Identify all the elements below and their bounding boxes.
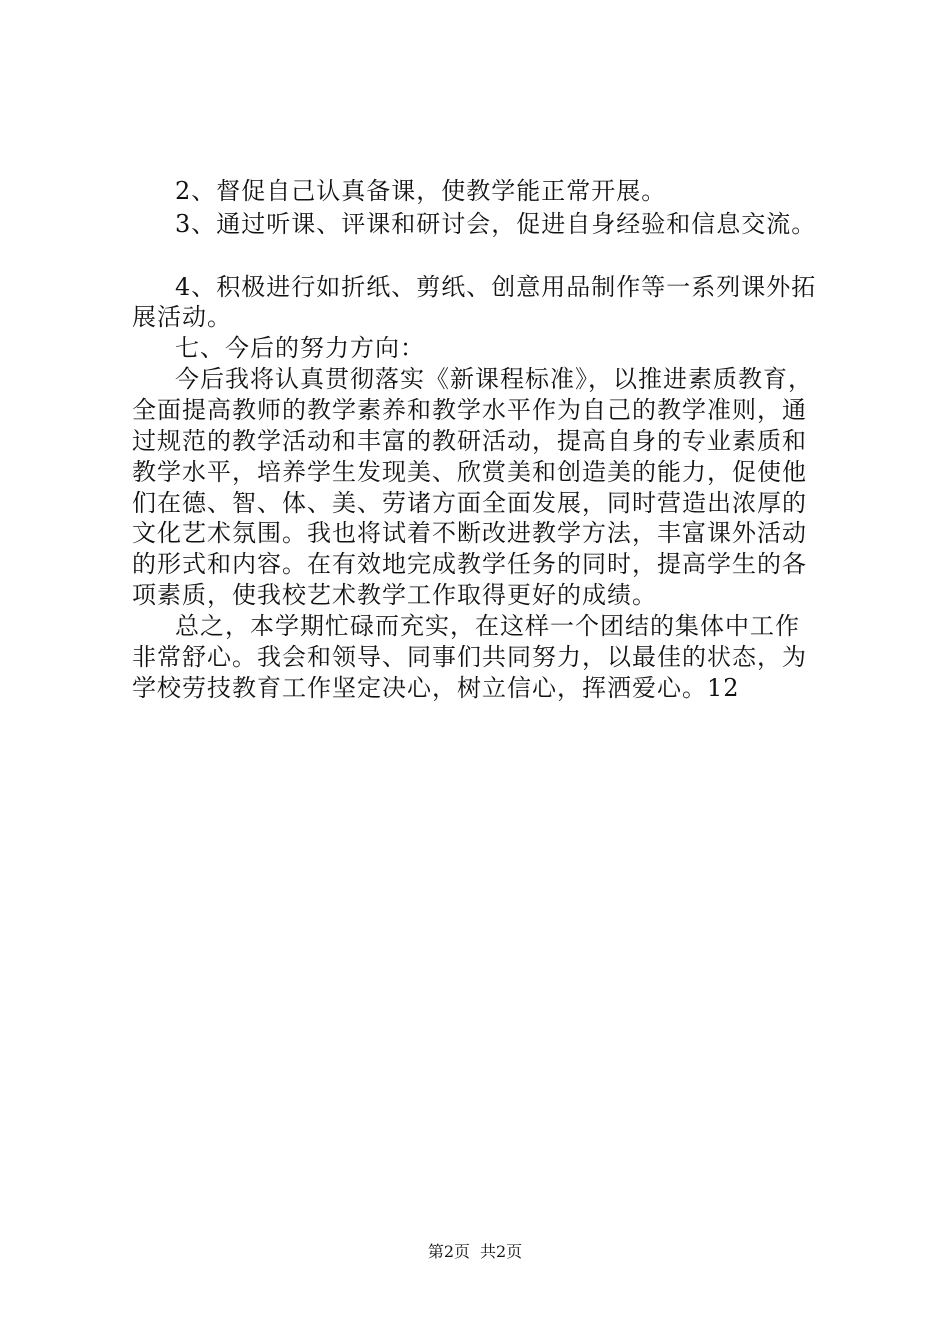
list-item-4: 4、积极进行如折纸、剪纸、创意用品制作等一系列课外拓 (175, 273, 817, 301)
paragraph-line: 今后我将认真贯彻落实《新课程标准》，以推进素质教育， (175, 365, 813, 393)
paragraph-line: 学校劳技教育工作坚定决心，树立信心，挥洒爱心。12 (132, 674, 740, 702)
paragraph-line: 教学水平，培养学生发现美、欣赏美和创造美的能力，促使他 (132, 458, 807, 486)
page-total: 共2页 (480, 1242, 523, 1261)
paragraph-line: 过规范的教学活动和丰富的教研活动，提高自身的专业素质和 (132, 427, 807, 455)
page-footer (0, 1240, 950, 1264)
paragraph-line: 总之，本学期忙碌而充实，在这样一个团结的集体中工作 (175, 612, 800, 640)
list-item-3: 3、通过听课、评课和研讨会，促进自身经验和信息交流。 (175, 210, 817, 238)
list-item-4-cont: 展活动。 (132, 303, 232, 331)
paragraph-line: 项素质，使我校艺术教学工作取得更好的成绩。 (132, 581, 657, 609)
page-number: 第2页 (427, 1242, 470, 1261)
paragraph-line: 全面提高教师的教学素养和教学水平作为自己的教学准则，通 (132, 396, 807, 424)
paragraph-line: 文化艺术氛围。我也将试着不断改进教学方法，丰富课外活动 (132, 519, 807, 547)
section-heading: 七、今后的努力方向： (175, 334, 425, 362)
list-item-2: 2、督促自己认真备课，使教学能正常开展。 (175, 177, 667, 205)
paragraph-line: 们在德、智、体、美、劳诸方面全面发展，同时营造出浓厚的 (132, 489, 807, 517)
paragraph-line: 的形式和内容。在有效地完成教学任务的同时，提高学生的各 (132, 550, 807, 578)
paragraph-line: 非常舒心。我会和领导、同事们共同努力，以最佳的状态，为 (132, 643, 807, 671)
